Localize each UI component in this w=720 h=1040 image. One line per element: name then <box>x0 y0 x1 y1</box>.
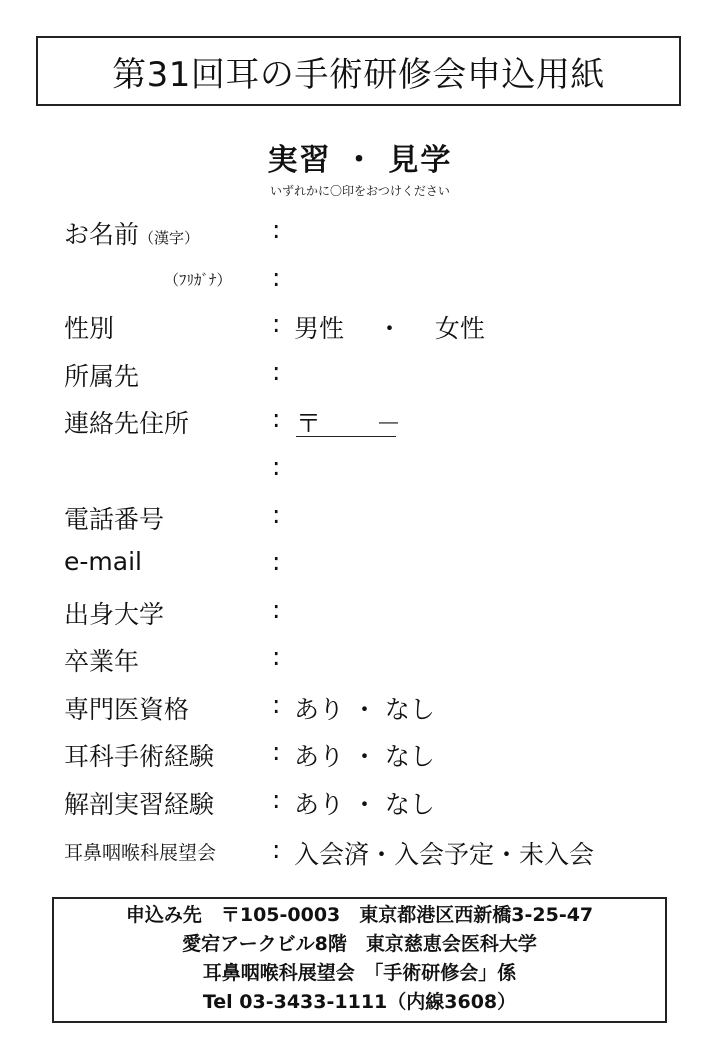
value-specialist: あり ・ なし <box>294 695 435 724</box>
contact-line-3: 耳鼻咽喉科展望会 「手術研修会」係 <box>202 962 517 984</box>
row-affiliation <box>64 357 684 397</box>
label-phone: 電話番号 <box>64 505 165 534</box>
colon: : <box>272 357 281 386</box>
label-email: e-mail <box>64 547 142 576</box>
row-furigana <box>64 263 684 303</box>
contact-line-4: Tel 03-3433-1111（内線3608） <box>202 991 517 1013</box>
colon: : <box>272 642 281 671</box>
row-name <box>64 215 684 255</box>
label-ear-surgery: 耳科手術経験 <box>64 742 215 771</box>
label-dissection: 解剖実習経験 <box>64 790 215 819</box>
label-name: お名前（漢字） <box>64 220 200 249</box>
colon: : <box>272 737 281 766</box>
colon: : <box>272 690 281 719</box>
value-society: 入会済・入会予定・未入会 <box>294 840 595 869</box>
label-university: 出身大学 <box>64 600 165 629</box>
colon: : <box>272 785 281 814</box>
label-society: 耳鼻咽喉科展望会 <box>64 842 217 864</box>
contact-box <box>52 897 667 1023</box>
row-dissection <box>64 785 684 825</box>
colon: : <box>272 595 281 624</box>
title-box <box>36 36 681 106</box>
label-address: 連絡先住所 <box>64 409 190 438</box>
label-specialist: 専門医資格 <box>64 695 190 724</box>
label-grad-year: 卒業年 <box>64 647 140 676</box>
colon: : <box>272 215 281 244</box>
postal-dash: － <box>376 409 402 438</box>
colon: : <box>272 263 281 292</box>
label-furigana: （ﾌﾘｶﾞﾅ） <box>164 271 232 289</box>
value-gender: 男性 ・ 女性 <box>294 314 485 343</box>
label-gender: 性別 <box>64 314 115 343</box>
page-title: 第31回耳の手術研修会申込用紙 <box>112 54 605 95</box>
postal-code-field <box>296 404 402 438</box>
contact-line-2: 愛宕アークビル8階 東京慈恵会医科大学 <box>182 933 537 955</box>
label-affiliation: 所属先 <box>64 362 140 391</box>
label-name-sub: （漢字） <box>139 229 200 247</box>
row-society <box>64 835 684 875</box>
subtitle: 実習 ・ 見学 <box>267 143 453 178</box>
row-ear-surgery <box>64 737 684 777</box>
postal-mark: 〒 <box>296 409 322 438</box>
row-address <box>64 404 684 444</box>
value-dissection: あり ・ なし <box>294 790 435 819</box>
row-gender <box>64 309 684 349</box>
row-address-2 <box>64 452 684 492</box>
instruction-note: いずれかに〇印をおつけください <box>270 184 450 198</box>
row-grad-year <box>64 642 684 682</box>
colon: : <box>272 452 281 481</box>
colon: : <box>272 500 281 529</box>
value-ear-surgery: あり ・ なし <box>294 742 435 771</box>
colon: : <box>272 404 281 433</box>
colon: : <box>272 547 281 576</box>
row-phone <box>64 500 684 540</box>
row-specialist <box>64 690 684 730</box>
row-university <box>64 595 684 635</box>
colon: : <box>272 835 281 864</box>
row-email <box>64 547 684 587</box>
colon: : <box>272 309 281 338</box>
contact-line-1: 申込み先 〒105-0003 東京都港区西新橋3-25-47 <box>125 904 594 926</box>
